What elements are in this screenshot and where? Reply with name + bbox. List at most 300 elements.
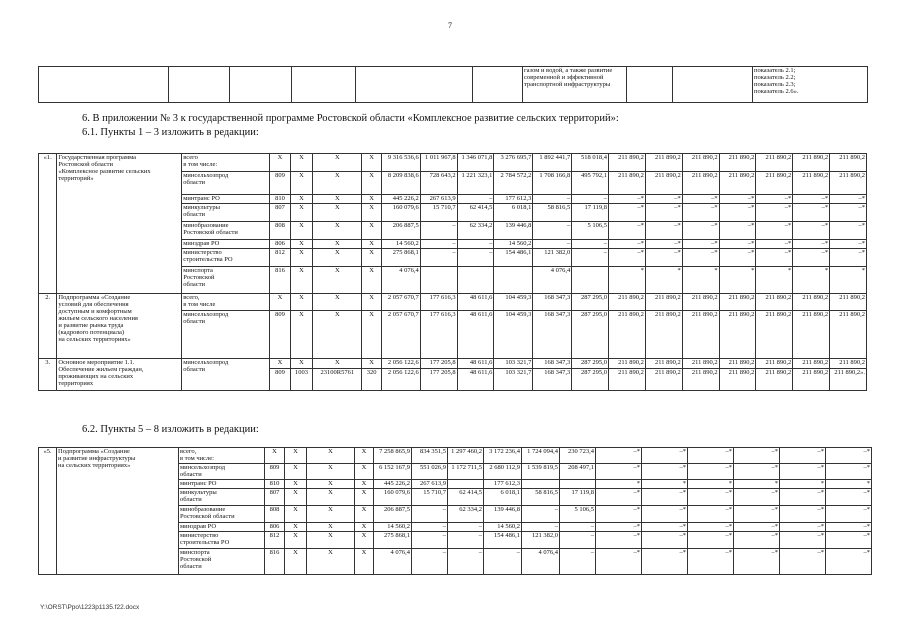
amount-cell: 168 347,3 (533, 294, 572, 311)
executor: всего, в том числе (182, 294, 270, 311)
amount-cell: –* (826, 532, 872, 549)
csr-code: X (313, 267, 362, 294)
amount-cell: 1 011 967,8 (420, 154, 457, 172)
amount-cell: –* (688, 464, 734, 480)
amount-cell: – (572, 195, 609, 204)
amount-cell: 834 351,5 (412, 448, 448, 464)
amount-cell: * (734, 480, 780, 489)
amount-cell: –* (682, 204, 719, 222)
amount-cell: 139 446,8 (484, 506, 522, 523)
table-row (39, 359, 867, 369)
grbs-code: 809 (270, 172, 290, 195)
grbs-code: 808 (270, 222, 290, 240)
amount-cell: –* (682, 240, 719, 249)
amount-cell: 211 890,2 (793, 172, 830, 195)
amount-cell: 445 226,2 (374, 480, 412, 489)
amount-cell: * (642, 480, 688, 489)
budget-table-2-body (39, 448, 872, 575)
amount-cell: 62 334,2 (457, 222, 494, 240)
amount-cell: –* (719, 249, 756, 267)
amount-cell: –* (780, 489, 826, 506)
rzpr-code: X (285, 448, 307, 464)
amount-cell: 48 611,6 (457, 359, 494, 369)
vr-code: X (362, 359, 381, 369)
amount-cell: –* (826, 523, 872, 532)
csr-code: X (313, 294, 362, 311)
amount-cell: 211 890,2 (609, 154, 646, 172)
amount-cell: –* (642, 464, 688, 480)
amount-cell: –* (596, 506, 642, 523)
amount-cell: – (457, 240, 494, 249)
amount-cell: 177 205,8 (420, 369, 457, 391)
amount-cell: 208 497,1 (560, 464, 596, 480)
csr-code: X (313, 154, 362, 172)
amount-cell: –* (682, 249, 719, 267)
amount-cell: –* (830, 249, 867, 267)
amount-cell: – (522, 506, 560, 523)
rzpr-code: X (290, 204, 313, 222)
amount-cell: –* (780, 448, 826, 464)
grbs-code: 808 (265, 506, 285, 523)
grbs-code: 806 (270, 240, 290, 249)
amount-cell: –* (645, 240, 682, 249)
rzpr-code: X (290, 249, 313, 267)
amount-cell: * (793, 267, 830, 294)
vr-code: X (355, 448, 374, 464)
amount-cell: 3 276 695,7 (494, 154, 533, 172)
row-number: 3. (39, 359, 57, 391)
executor: минсельхозпрод области (182, 311, 270, 359)
amount-cell: –* (826, 448, 872, 464)
rzpr-code: X (290, 240, 313, 249)
heading-section-6: 6. В приложении № 3 к государственной программе Ростовской области «Комплексное развитие сельских территорий»: (82, 113, 619, 124)
grbs-code: X (270, 294, 290, 311)
executor: минкультуры области (182, 204, 270, 222)
amount-cell: – (457, 195, 494, 204)
amount-cell: –* (596, 489, 642, 506)
amount-cell: 154 486,1 (484, 532, 522, 549)
amount-cell: –* (780, 549, 826, 575)
amount-cell: 1 892 441,7 (533, 154, 572, 172)
executor: всего, в том числе: (179, 448, 265, 464)
row-number: «1. (39, 154, 57, 294)
amount-cell: 275 868,1 (381, 249, 420, 267)
amount-cell: –* (645, 195, 682, 204)
amount-cell: –* (756, 222, 793, 240)
amount-cell: 287 295,0 (572, 359, 609, 369)
grbs-code: 816 (270, 267, 290, 294)
vr-code: 320 (362, 369, 381, 391)
amount-cell: 177 612,3 (484, 480, 522, 489)
amount-cell: –* (830, 222, 867, 240)
grbs-code: 809 (270, 369, 290, 391)
amount-cell: – (572, 240, 609, 249)
executor: минсельхозпрод области (182, 359, 270, 391)
amount-cell: –* (734, 532, 780, 549)
amount-cell: –* (688, 448, 734, 464)
amount-cell (560, 480, 596, 489)
vr-code: X (355, 532, 374, 549)
amount-cell: 62 334,2 (448, 506, 484, 523)
amount-cell (448, 480, 484, 489)
budget-table-1 (38, 153, 867, 391)
amount-cell: 14 560,2 (494, 240, 533, 249)
amount-cell: –* (734, 448, 780, 464)
amount-cell: 211 890,2 (793, 359, 830, 369)
rzpr-code: X (290, 195, 313, 204)
amount-cell: –* (596, 448, 642, 464)
amount-cell: –* (682, 195, 719, 204)
amount-cell: – (484, 549, 522, 575)
amount-cell: –* (645, 204, 682, 222)
amount-cell: – (572, 249, 609, 267)
amount-cell: – (420, 222, 457, 240)
amount-cell: – (457, 249, 494, 267)
csr-code: 23100R5761 (313, 369, 362, 391)
csr-code: X (313, 172, 362, 195)
amount-cell: 154 486,1 (494, 249, 533, 267)
vr-code: X (362, 240, 381, 249)
csr-code: X (307, 549, 355, 575)
vr-code: X (355, 464, 374, 480)
amount-cell: 211 890,2 (645, 172, 682, 195)
amount-cell: –* (642, 448, 688, 464)
amount-cell: 495 792,1 (572, 172, 609, 195)
vr-code: X (355, 480, 374, 489)
amount-cell: –* (780, 464, 826, 480)
csr-code: X (307, 523, 355, 532)
amount-cell: – (420, 240, 457, 249)
amount-cell: 211 890,2 (719, 311, 756, 359)
amount-cell: 160 079,6 (381, 204, 420, 222)
csr-code: X (313, 222, 362, 240)
vr-code: X (362, 154, 381, 172)
vr-code: X (362, 267, 381, 294)
amount-cell: –* (682, 222, 719, 240)
amount-cell: 211 890,2 (830, 359, 867, 369)
executor: минтранс РО (182, 195, 270, 204)
amount-cell: – (420, 249, 457, 267)
amount-cell: * (596, 480, 642, 489)
amount-cell: 211 890,2 (830, 172, 867, 195)
csr-code: X (313, 195, 362, 204)
vr-code: X (362, 195, 381, 204)
amount-cell: –* (688, 489, 734, 506)
amount-cell: 206 887,5 (374, 506, 412, 523)
amount-cell: 62 414,5 (448, 489, 484, 506)
rzpr-code: X (285, 489, 307, 506)
grbs-code: 810 (265, 480, 285, 489)
amount-cell: – (533, 240, 572, 249)
amount-cell: * (645, 267, 682, 294)
amount-cell: 4 076,4 (381, 267, 420, 294)
amount-cell: – (533, 222, 572, 240)
executor: минобразование Ростовской области (182, 222, 270, 240)
vr-code: X (355, 489, 374, 506)
amount-cell: 211 890,2 (756, 154, 793, 172)
amount-cell: –* (780, 523, 826, 532)
grbs-code: 809 (270, 311, 290, 359)
amount-cell: 6 018,1 (494, 204, 533, 222)
amount-cell: 211 890,2 (756, 294, 793, 311)
amount-cell: 2 057 670,7 (381, 311, 420, 359)
amount-cell: 48 611,6 (457, 311, 494, 359)
amount-cell: –* (734, 549, 780, 575)
amount-cell: * (682, 267, 719, 294)
amount-cell: 211 890,2 (609, 359, 646, 369)
amount-cell: 211 890,2 (682, 172, 719, 195)
amount-cell: 211 890,2 (645, 154, 682, 172)
rzpr-code: X (285, 480, 307, 489)
amount-cell: 211 890,2 (645, 359, 682, 369)
amount-cell: –* (734, 489, 780, 506)
amount-cell: 2 057 670,7 (381, 294, 420, 311)
executor: минтранс РО (179, 480, 265, 489)
amount-cell: 2 680 112,9 (484, 464, 522, 480)
amount-cell: 5 106,5 (572, 222, 609, 240)
amount-cell: 211 890,2 (645, 294, 682, 311)
rzpr-code: X (290, 172, 313, 195)
amount-cell: 206 887,5 (381, 222, 420, 240)
amount-cell: –* (642, 549, 688, 575)
amount-cell: 14 560,2 (381, 240, 420, 249)
amount-cell: 3 172 236,4 (484, 448, 522, 464)
grbs-code: 812 (265, 532, 285, 549)
amount-cell: –* (830, 240, 867, 249)
amount-cell: 211 890,2 (756, 311, 793, 359)
amount-cell: –* (688, 532, 734, 549)
amount-cell: –* (793, 195, 830, 204)
executor: минобразование Ростовской области (179, 506, 265, 523)
amount-cell: 14 560,2 (484, 523, 522, 532)
amount-cell: – (412, 523, 448, 532)
amount-cell: – (533, 195, 572, 204)
amount-cell: * (830, 267, 867, 294)
amount-cell: –* (596, 532, 642, 549)
csr-code: X (307, 532, 355, 549)
vr-code: X (355, 549, 374, 575)
amount-cell: –* (609, 240, 646, 249)
amount-cell (522, 480, 560, 489)
file-path-footer: Y:\ORST\Ppo\1223p1135.f22.docx (40, 604, 140, 611)
executor: минсельхозпрод области (179, 464, 265, 480)
table-row (39, 448, 872, 464)
program-name: Основное мероприятие 1.1. Обеспечение жильем граждан, проживающих на сельских территориях (57, 359, 182, 391)
amount-cell: 211 890,2 (719, 369, 756, 391)
amount-cell: 551 026,9 (412, 464, 448, 480)
amount-cell: 103 321,7 (494, 369, 533, 391)
amount-cell: – (448, 549, 484, 575)
heading-section-6-1: 6.1. Пункты 1 – 3 изложить в редакции: (82, 127, 259, 138)
executor: министерство строительства РО (179, 532, 265, 549)
amount-cell: 177 616,3 (420, 311, 457, 359)
amount-cell: 1 297 460,2 (448, 448, 484, 464)
heading-section-6-2: 6.2. Пункты 5 – 8 изложить в редакции: (82, 424, 259, 435)
amount-cell: –* (596, 464, 642, 480)
page-number: 7 (448, 21, 452, 30)
amount-cell: –* (734, 464, 780, 480)
amount-cell: 211 890,2 (645, 369, 682, 391)
amount-cell: 48 611,6 (457, 369, 494, 391)
amount-cell: 168 347,3 (533, 369, 572, 391)
table-row (39, 154, 867, 172)
grbs-code: 810 (270, 195, 290, 204)
amount-cell: –* (793, 240, 830, 249)
amount-cell: 518 018,4 (572, 154, 609, 172)
amount-cell: –* (688, 506, 734, 523)
amount-cell: –* (826, 489, 872, 506)
top-table-text-cell: газом и водой, а также развитие современной и эффективной транспортной инфраструктуры (523, 67, 627, 103)
amount-cell: 1 172 711,5 (448, 464, 484, 480)
amount-cell: 211 890,2 (719, 154, 756, 172)
amount-cell: –* (793, 222, 830, 240)
amount-cell: –* (609, 249, 646, 267)
top-table (38, 66, 868, 103)
amount-cell: * (780, 480, 826, 489)
amount-cell: 211 890,2 (756, 369, 793, 391)
amount-cell (457, 267, 494, 294)
amount-cell: 104 459,3 (494, 311, 533, 359)
amount-cell: – (560, 532, 596, 549)
amount-cell: 14 560,2 (374, 523, 412, 532)
amount-cell: 287 295,0 (572, 294, 609, 311)
amount-cell: 211 890,2 (793, 154, 830, 172)
vr-code: X (362, 204, 381, 222)
grbs-code: 812 (270, 249, 290, 267)
amount-cell: –* (830, 204, 867, 222)
program-name: Государственная программа Ростовской области «Комплексное развитие сельских территорий» (57, 154, 182, 294)
program-name: Подпрограмма «Создание условий для обеспечения доступным и комфортным жильем сельского населения и развитие рынка труда (кадрового потенциала) на сельских территориях» (57, 294, 182, 359)
amount-cell: –* (826, 506, 872, 523)
amount-cell: –* (830, 195, 867, 204)
row-number: «5. (39, 448, 57, 575)
amount-cell: 230 723,4 (560, 448, 596, 464)
csr-code: X (307, 480, 355, 489)
csr-code: X (307, 448, 355, 464)
amount-cell: 211 890,2 (756, 172, 793, 195)
amount-cell: – (448, 523, 484, 532)
amount-cell: 2 056 122,6 (381, 359, 420, 369)
amount-cell: –* (756, 204, 793, 222)
grbs-code: 809 (265, 464, 285, 480)
amount-cell: 1 708 166,8 (533, 172, 572, 195)
amount-cell: –* (642, 523, 688, 532)
grbs-code: 806 (265, 523, 285, 532)
executor: всего в том числе: (182, 154, 270, 172)
amount-cell: –* (734, 506, 780, 523)
amount-cell: * (719, 267, 756, 294)
amount-cell: 104 459,3 (494, 294, 533, 311)
amount-cell: 1 346 071,8 (457, 154, 494, 172)
grbs-code: X (270, 154, 290, 172)
amount-cell: 211 890,2 (756, 359, 793, 369)
executor: минздрав РО (182, 240, 270, 249)
amount-cell: 211 890,2 (830, 311, 867, 359)
amount-cell: 48 611,6 (457, 294, 494, 311)
csr-code: X (307, 506, 355, 523)
executor: минздрав РО (179, 523, 265, 532)
amount-cell: – (560, 523, 596, 532)
amount-cell: 4 076,4 (374, 549, 412, 575)
amount-cell: –* (826, 549, 872, 575)
amount-cell: –* (609, 222, 646, 240)
amount-cell: 211 890,2 (609, 172, 646, 195)
amount-cell: –* (688, 523, 734, 532)
amount-cell: –* (596, 549, 642, 575)
amount-cell: 211 890,2 (645, 311, 682, 359)
amount-cell: 1 724 094,4 (522, 448, 560, 464)
amount-cell: 103 321,7 (494, 359, 533, 369)
amount-cell: –* (719, 222, 756, 240)
amount-cell (420, 267, 457, 294)
grbs-code: 807 (265, 489, 285, 506)
amount-cell: 211 890,2 (830, 154, 867, 172)
amount-cell (494, 267, 533, 294)
amount-cell: * (756, 267, 793, 294)
amount-cell: –* (642, 489, 688, 506)
amount-cell: 9 316 536,6 (381, 154, 420, 172)
amount-cell: 211 890,2 (719, 294, 756, 311)
csr-code: X (307, 489, 355, 506)
amount-cell: 121 382,0 (522, 532, 560, 549)
amount-cell (572, 267, 609, 294)
amount-cell: * (609, 267, 646, 294)
row-number: 2. (39, 294, 57, 359)
rzpr-code: X (285, 523, 307, 532)
rzpr-code: 1003 (290, 369, 313, 391)
amount-cell: 62 414,5 (457, 204, 494, 222)
budget-table-1-body (39, 154, 867, 391)
amount-cell: –* (719, 195, 756, 204)
rzpr-code: X (285, 464, 307, 480)
rzpr-code: X (285, 506, 307, 523)
amount-cell: 211 890,2». (830, 369, 867, 391)
amount-cell: * (826, 480, 872, 489)
amount-cell: –* (793, 204, 830, 222)
amount-cell: – (412, 549, 448, 575)
amount-cell: 211 890,2 (609, 369, 646, 391)
executor: минспорта Ростовской области (182, 267, 270, 294)
amount-cell: 211 890,2 (719, 172, 756, 195)
grbs-code: X (270, 359, 290, 369)
amount-cell: 177 616,3 (420, 294, 457, 311)
amount-cell: 211 890,2 (793, 369, 830, 391)
amount-cell: 58 816,5 (522, 489, 560, 506)
amount-cell: 4 076,4 (533, 267, 572, 294)
program-name: Подпрограмма «Создание и развитие инфраструктуры на сельских территориях» (57, 448, 179, 575)
amount-cell: – (412, 506, 448, 523)
vr-code: X (362, 311, 381, 359)
amount-cell: 287 295,0 (572, 311, 609, 359)
amount-cell: 15 710,7 (412, 489, 448, 506)
amount-cell: 5 106,5 (560, 506, 596, 523)
amount-cell: 121 382,0 (533, 249, 572, 267)
amount-cell: 211 890,2 (682, 369, 719, 391)
amount-cell: 7 258 865,9 (374, 448, 412, 464)
amount-cell: –* (756, 195, 793, 204)
amount-cell: 211 890,2 (793, 294, 830, 311)
amount-cell: 211 890,2 (682, 154, 719, 172)
amount-cell: 17 119,8 (572, 204, 609, 222)
amount-cell: –* (756, 240, 793, 249)
amount-cell: 6 018,1 (484, 489, 522, 506)
amount-cell: 211 890,2 (830, 294, 867, 311)
vr-code: X (362, 294, 381, 311)
budget-table-2 (38, 447, 872, 575)
amount-cell: 211 890,2 (609, 311, 646, 359)
rzpr-code: X (290, 222, 313, 240)
amount-cell: 211 890,2 (682, 359, 719, 369)
